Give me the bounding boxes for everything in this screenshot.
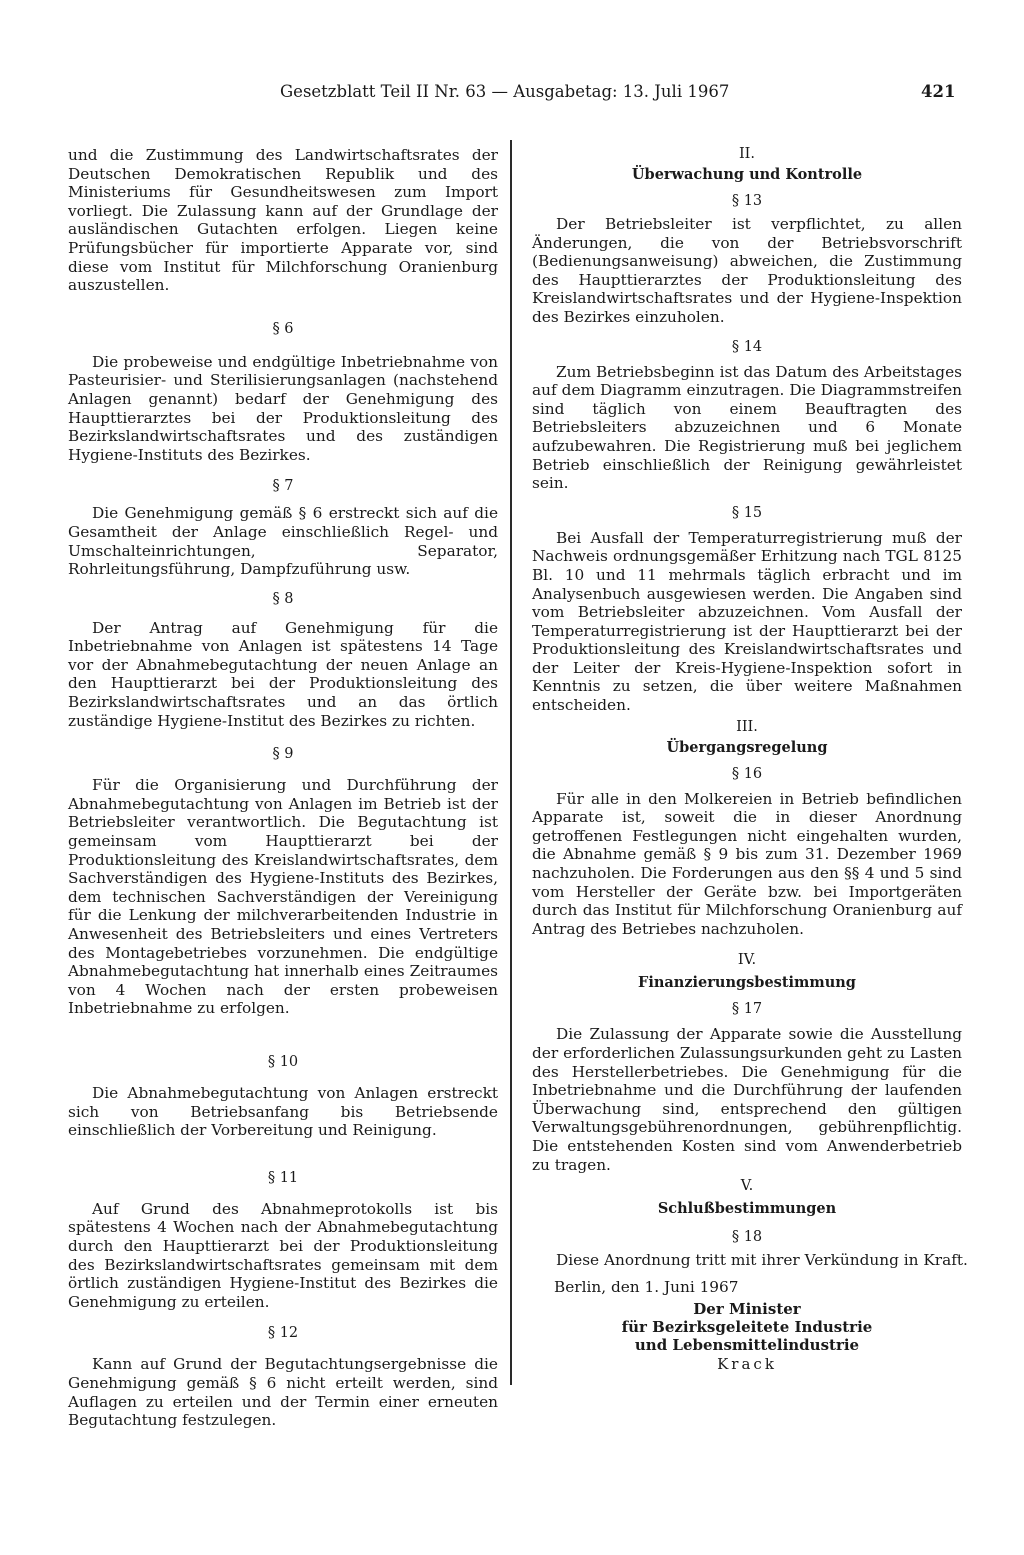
section-12-text: Kann auf Grund der Begutachtungsergebnisse die Genehmigung gemäß § 6 nicht erteilt werden, sind Auflagen zu erteilen und der Termin einer erneuten Begutachtung festzulegen. xyxy=(68,1355,498,1430)
part-3-heading: Übergangsregelung xyxy=(666,738,828,756)
section-15-text: Bei Ausfall der Temperaturregistrierung muß der Nachweis ordnungsgemäßer Erhitzung nach TGL 8125 Bl. 10 und 11 mehrmals täglich erbracht und im Analysenbuch ausgewiesen werden. Die Angaben sind vom Betriebsleiter abzuzeichnen. Vom Ausfall der Temperaturregistrierung ist der Haupttierarzt bei der Produktionsleitung des Kreislandwirtschaftsrates und der Leiter der Kreis-Hygiene-Inspektion sofort in Kenntnis zu setzen, die über weitere Maßnahmen entscheiden. xyxy=(532,528,962,715)
section-17-label: § 17 xyxy=(731,1001,763,1018)
section-10-label: § 10 xyxy=(267,1053,299,1070)
section-17-text: Die Zulassung der Apparate sowie die Ausstellung der erforderlichen Zulassungsurkunden geht zu Lasten des Herstellerbetriebes. Die Genehmigung für die Inbetriebnahme und die Durchführung der laufenden Überwachung sind, entsprechend den gültigen Verwaltungsgebührenordnungen, gebührenpflichtig. Die entstehenden Kosten sind vom Anwenderbetrieb zu tragen. xyxy=(532,1025,962,1174)
part-2-number: II. xyxy=(738,146,756,162)
section-11-label: § 11 xyxy=(267,1169,299,1186)
section-10-text: Die Abnahmebegutachtung von Anlagen erstreckt sich von Betriebsanfang bis Betriebsende einschließlich der Vorbereitung und Reinigung. xyxy=(68,1083,498,1140)
section-8-text: Der Antrag auf Genehmigung für die Inbetriebnahme von Anlagen ist spätestens 14 Tage vor der Abnahmebegutachtung der neuen Anlage an den Haupttierarzt bei der Produktionsleitung des Bezirkslandwirtschaftsrates und an das örtlich zuständige Hygiene-Institut des Bezirkes zu richten. xyxy=(68,618,498,730)
part-3-number: III. xyxy=(736,718,758,735)
section-6-label: § 6 xyxy=(272,320,294,337)
section-11-text: Auf Grund des Abnahmeprotokolls ist bis spätestens 4 Wochen nach der Abnahmebegutachtung durch den Haupttierarzt bei der Produktionsleitung des Bezirkslandwirtschaftsrates gemeinsam mit dem örtlich zuständigen Hygiene-Institut des Bezirkes die Genehmigung zu erteilen. xyxy=(68,1199,498,1311)
section-14-label: § 14 xyxy=(731,338,763,355)
signature-ministry-line-1: für Bezirksgeleitete Industrie xyxy=(621,1317,873,1336)
section-16-text: Für alle in den Molkereien in Betrieb befindlichen Apparate ist, soweit die in dieser Anordnung getroffenen Festlegungen nicht eingehalten wurden, die Abnahme gemäß § 9 bis zum 31. Dezember 1969 nachzuholen. Die Forderungen aus den §§ 4 und 5 sind vom Hersteller der Geräte bzw. bei Importgeräten durch das Institut für Milchforschung Oranienburg auf Antrag des Betriebes nachzuholen. xyxy=(532,789,962,938)
section-13-label: § 13 xyxy=(731,193,763,209)
page-number: 421 xyxy=(921,82,956,101)
section-14-text: Zum Betriebsbeginn ist das Datum des Arbeitstages auf dem Diagramm einzutragen. Die Diagrammstreifen sind täglich von einem Beauftragten des Betriebsleiters abzuzeichnen und 6 Monate aufzubewahren. Die Registrierung muß bei jeglichem Betrieb einschließlich der Reinigung gewährleistet sein. xyxy=(532,362,962,493)
section-18-label: § 18 xyxy=(731,1229,763,1246)
part-5-number: V. xyxy=(740,1178,754,1195)
signatory-name: Krack xyxy=(717,1354,777,1373)
section-18-text: Diese Anordnung tritt mit ihrer Verkündung in Kraft. xyxy=(556,1251,968,1270)
part-5-heading: Schlußbestimmungen xyxy=(657,1200,837,1218)
section-7-label: § 7 xyxy=(272,478,294,495)
left-column xyxy=(68,140,498,1430)
part-4-heading: Finanzierungsbestimmung xyxy=(638,974,856,992)
section-16-label: § 16 xyxy=(731,765,763,782)
section-9-label: § 9 xyxy=(272,746,294,763)
page-header xyxy=(0,82,1024,116)
signature-ministry-line-2: und Lebensmittelindustrie xyxy=(634,1335,860,1354)
column-divider xyxy=(510,140,512,1385)
section-13-text: Der Betriebsleiter ist verpflichtet, zu allen Änderungen, die von der Betriebsvorschrift (Bedienungsanweisung) abweichen, die Zustimmung des Haupttierarztes der Produktionsleitung des Kreislandwirtschaftsrates und der Hygiene-Inspektion des Bezirkes einzuholen. xyxy=(532,215,962,326)
section-6-text: Die probeweise und endgültige Inbetriebnahme von Pasteurisier- und Sterilisierungsanlagen (nachstehend Anlagen genannt) bedarf der Genehmigung des Haupttierarztes bei der Produktionsleitung des Bezirkslandwirtschaftsrates und des zuständigen Hygiene-Instituts des Bezirkes. xyxy=(68,352,498,464)
gazette-title: Gesetzblatt Teil II Nr. 63 — Ausgabetag: 13. Juli 1967 xyxy=(280,82,730,101)
section-8-label: § 8 xyxy=(272,590,294,607)
place-date: Berlin, den 1. Juni 1967 xyxy=(554,1277,739,1296)
part-4-number: IV. xyxy=(737,952,757,969)
section-9-text: Für die Organisierung und Durchführung der Abnahmebegutachtung von Anlagen im Betrieb ist der Betriebsleiter verantwortlich. Die Begutachtung ist gemeinsam vom Haupttierarzt bei der Produktionsleitung des Kreislandwirtschaftsrates, dem Sachverständigen des Hygiene-Instituts des Bezirkes, dem technischen Sachverständigen der Vereinigung für die Lenkung der milchverarbeitenden Industrie in Anwesenheit des Betriebsleiters und eines Vertreters des Montagebetriebes vorzunehmen. Die endgültige Abnahmebegutachtung hat innerhalb eines Zeitraumes von 4 Wochen nach der ersten probeweisen Inbetriebnahme zu erfolgen. xyxy=(68,776,498,1018)
part-2-heading: Überwachung und Kontrolle xyxy=(631,166,863,183)
paragraph-continuation: und die Zustimmung des Landwirtschaftsrates der Deutschen Demokratischen Republik und des Ministeriums für Gesundheitswesen zum Import vorliegt. Die Zulassung kann auf der Grundlage der ausländischen Gutachten erfolgen. Liegen keine Prüfungsbücher für importierte Apparate vor, sind diese vom Institut für Milchforschung Oranienburg auszustellen. xyxy=(68,146,498,295)
section-12-label: § 12 xyxy=(267,1325,299,1342)
section-15-label: § 15 xyxy=(731,504,763,521)
signature-title: Der Minister xyxy=(693,1299,801,1318)
section-7-text: Die Genehmigung gemäß § 6 erstreckt sich auf die Gesamtheit der Anlage einschließlich Regel- und Umschalteinrichtungen, Separator, Rohrleitungsführung, Dampfzuführung usw. xyxy=(68,504,498,579)
right-column xyxy=(532,140,968,1374)
